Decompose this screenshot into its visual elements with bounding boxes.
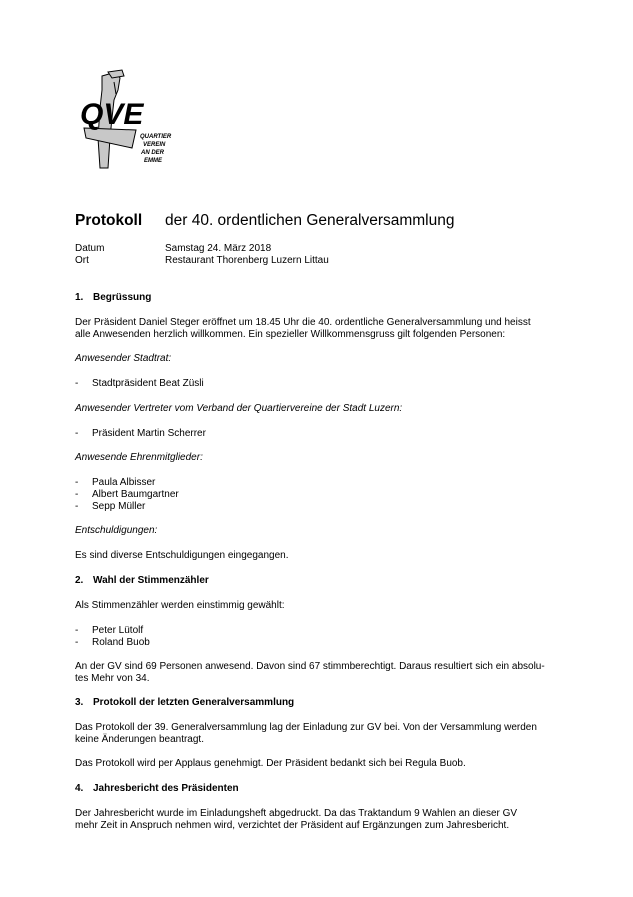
title-rest: der 40. ordentlichen Generalversammlung	[165, 212, 455, 229]
meta-row-ort	[75, 255, 329, 267]
qve-logo	[78, 68, 172, 170]
group-label-verband: Anwesender Vertreter vom Verband der Quartiervereine der Stadt Luzern:	[75, 403, 403, 414]
paragraph: tes Mehr von 34.	[75, 673, 150, 684]
svg-text:QUARTIER: QUARTIER	[140, 134, 172, 140]
group-label-ehren: Anwesende Ehrenmitglieder:	[75, 452, 203, 463]
meta-row-datum	[75, 243, 271, 255]
section-heading-4: 4. Jahresbericht des Präsidenten	[75, 783, 239, 794]
group-label-stadtrat: Anwesender Stadtrat:	[75, 353, 172, 364]
paragraph: mehr Zeit in Anspruch nehmen wird, verzichtet der Präsident auf Ergänzungen zum Jahresbericht.	[75, 820, 510, 831]
title-bold: Protokoll	[75, 212, 143, 229]
section-heading-1: 1. Begrüssung	[75, 292, 152, 303]
paragraph: Das Protokoll der 39. Generalversammlung lag der Einladung zur GV bei. Von der Versammlung werden	[75, 722, 537, 733]
meta-value: Samstag 24. März 2018	[165, 243, 272, 254]
list-item: - Paula Albisser	[75, 477, 156, 488]
svg-text:VEREIN: VEREIN	[143, 142, 166, 148]
list-item: - Roland Buob	[75, 637, 150, 648]
list-item: - Stadtpräsident Beat Züsli	[75, 378, 204, 389]
svg-text:AN DER: AN DER	[141, 150, 165, 156]
meta-label: Datum	[75, 243, 105, 254]
paragraph: Der Jahresbericht wurde im Einladungsheft abgedruckt. Da das Traktandum 9 Wahlen an dieser GV	[75, 808, 518, 819]
paragraph: Als Stimmenzähler werden einstimmig gewählt:	[75, 600, 285, 611]
paragraph: keine Änderungen beantragt.	[75, 734, 204, 745]
document-title	[75, 212, 455, 230]
list-item: - Peter Lütolf	[75, 625, 144, 636]
qve-logo-graphic	[78, 68, 172, 170]
paragraph: Es sind diverse Entschuldigungen eingegangen.	[75, 550, 289, 561]
list-item: - Präsident Martin Scherrer	[75, 428, 206, 439]
paragraph: Das Protokoll wird per Applaus genehmigt. Der Präsident bedankt sich bei Regula Buob.	[75, 758, 466, 769]
logo-letters: QVE	[80, 98, 144, 131]
list-item: - Sepp Müller	[75, 501, 146, 512]
group-label-entschuldigungen: Entschuldigungen:	[75, 525, 158, 536]
paragraph: An der GV sind 69 Personen anwesend. Davon sind 67 stimmberechtigt. Daraus resultiert sich ein absolu-	[75, 661, 545, 672]
meta-value: Restaurant Thorenberg Luzern Littau	[165, 255, 329, 266]
section-heading-3: 3. Protokoll der letzten Generalversammlung	[75, 697, 295, 708]
list-item: - Albert Baumgartner	[75, 489, 179, 500]
section-heading-2: 2. Wahl der Stimmenzähler	[75, 575, 209, 586]
svg-text:EMME: EMME	[144, 158, 162, 164]
meta-label: Ort	[75, 255, 89, 266]
paragraph: Der Präsident Daniel Steger eröffnet um 18.45 Uhr die 40. ordentliche Generalversammlung und heisst	[75, 317, 531, 328]
paragraph: alle Anwesenden herzlich willkommen. Ein spezieller Willkommensgruss gilt folgenden Personen:	[75, 329, 506, 340]
